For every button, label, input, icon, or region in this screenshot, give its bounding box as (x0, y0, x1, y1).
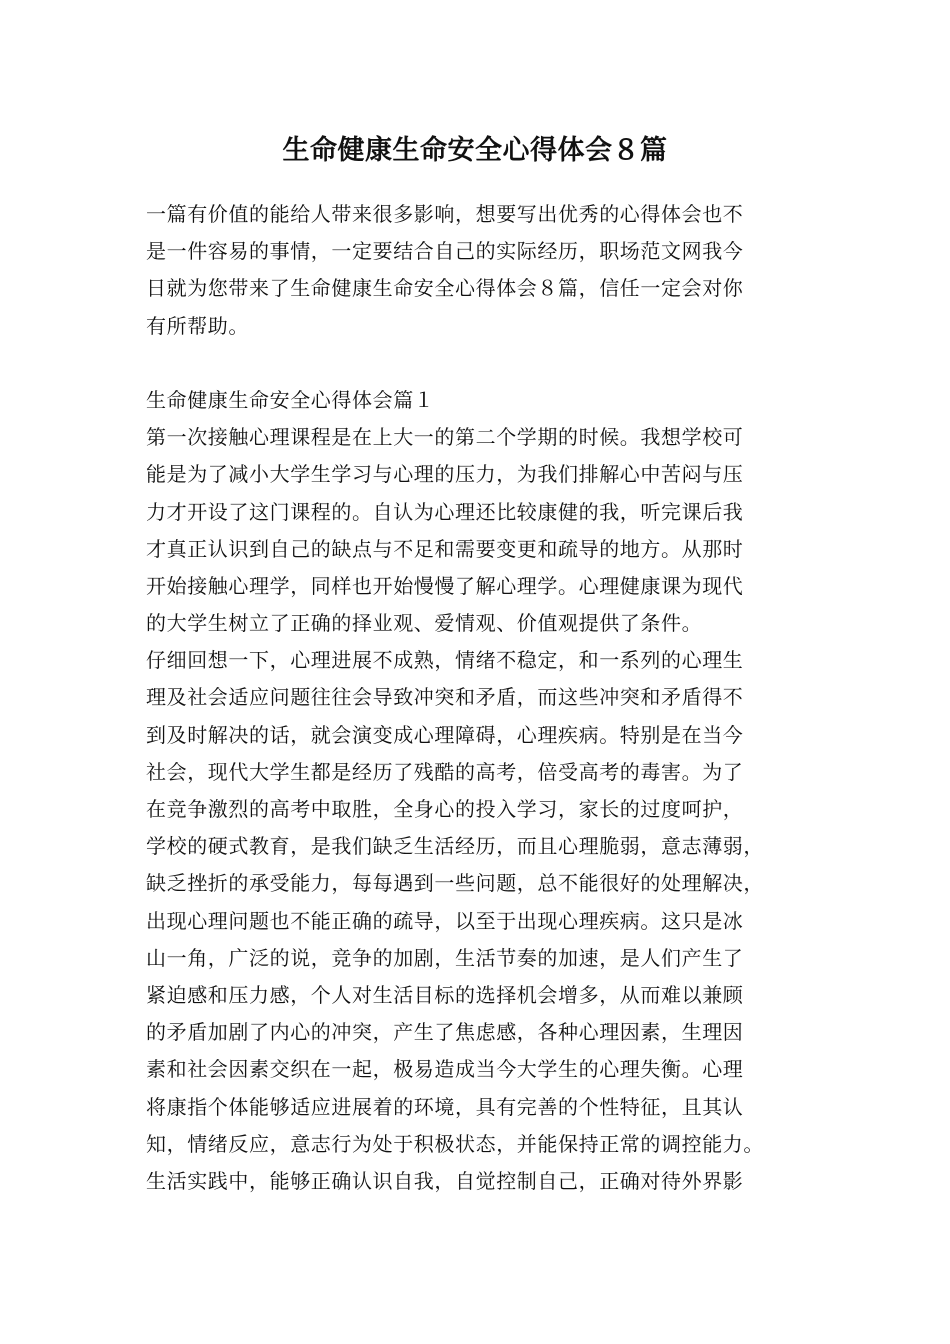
blank-line (146, 345, 826, 382)
text-line: 日就为您带来了生命健康生命安全心得体会８篇，信任一定会对你 (146, 276, 744, 301)
text-line: 的大学生树立了正确的择业观、爱情观、价值观提供了条件。 (146, 611, 703, 636)
text-line: 缺乏挫折的承受能力，每每遇到一些问题，总不能很好的处理解决， (146, 871, 764, 896)
text-line: 的矛盾加剧了内心的冲突，产生了焦虑感，各种心理因素，生理因 (146, 1020, 744, 1045)
text-line: 社会，现代大学生都是经历了残酷的高考，倍受高考的毒害。为了 (146, 759, 744, 784)
text-line: 能是为了减小大学生学习与心理的压力，为我们排解心中苦闷与压 (146, 462, 744, 487)
text-line: 仔细回想一下，心理进展不成熟，情绪不稳定，和一系列的心理生 (146, 648, 744, 673)
text-line: 在竞争激烈的高考中取胜，全身心的投入学习，家长的过度呵护， (146, 797, 744, 821)
section-heading: 生命健康生命安全心得体会篇１ (146, 387, 435, 412)
text-line: 第一次接触心理课程是在上大一的第二个学期的时候。我想学校可 (146, 425, 744, 450)
text-line: 将康指个体能够适应进展着的环境，具有完善的个性特征，且其认 (146, 1094, 744, 1119)
text-line: 力才开设了这门课程的。自认为心理还比较康健的我，听完课后我 (146, 499, 744, 524)
text-line: 到及时解决的话，就会演变成心理障碍，心理疾病。特别是在当今 (146, 722, 744, 747)
text-line: 知，情绪反应，意志行为处于积极状态，并能保持正常的调控能力。 (146, 1131, 764, 1156)
text-line: 山一角，广泛的说，竞争的加剧，生活节奏的加速，是人们产生了 (146, 945, 744, 970)
text-line: 生活实践中，能够正确认识自我，自觉控制自己，正确对待外界影 (146, 1168, 744, 1193)
document-body (146, 196, 826, 1200)
text-line: 理及社会适应问题往往会导致冲突和矛盾，而这些冲突和矛盾得不 (146, 685, 744, 710)
text-line: 开始接触心理学，同样也开始慢慢了解心理学。心理健康课为现代 (146, 573, 744, 598)
text-line: 素和社会因素交织在一起，极易造成当今大学生的心理失衡。心理 (146, 1057, 744, 1082)
text-line: 出现心理问题也不能正确的疏导，以至于出现心理疾病。这只是冰 (146, 908, 744, 933)
text-line: 学校的硬式教育，是我们缺乏生活经历，而且心理脆弱，意志薄弱， (146, 834, 764, 859)
text-line: 有所帮助。 (146, 313, 249, 338)
text-line: 是一件容易的事情，一定要结合自己的实际经历，职场范文网我今 (146, 239, 744, 264)
text-line: 一篇有价值的能给人带来很多影响，想要写出优秀的心得体会也不 (146, 202, 744, 226)
intro-paragraph (146, 196, 826, 345)
document-title: 生命健康生命安全心得体会８篇 (282, 135, 668, 166)
section-paragraph (146, 419, 826, 642)
text-line: 才真正认识到自己的缺点与不足和需要变更和疏导的地方。从那时 (146, 536, 744, 561)
section-paragraph (146, 642, 826, 1200)
text-line: 紧迫感和压力感，个人对生活目标的选择机会增多，从而难以兼顾 (146, 982, 744, 1007)
